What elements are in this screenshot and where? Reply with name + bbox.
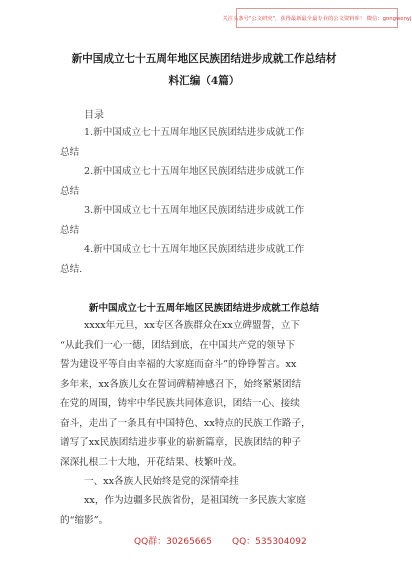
section-title: 新中国成立七十五周年地区民族团结进步成就工作总结: [88, 303, 320, 314]
paragraph-line: 深深扎根二十大地，开花结果、枝繁叶茂。: [60, 456, 243, 468]
toc-item-line: 总结: [60, 224, 80, 236]
title-line: 料汇编（4篇）: [168, 75, 240, 87]
toc-item-2[interactable]: [60, 162, 360, 201]
paragraph-line: 多年来，xx各族儿女在誓词碑精神感召下，始终紧紧团结: [60, 378, 302, 390]
paragraph-line: 一、xx各族人民始终是党的深情牵挂: [84, 476, 239, 487]
banner-text: 关注头条号"公文研究"，获得最新最全最专业的公文资料库！ 微信：gongwenyj: [222, 16, 412, 22]
toc-item-line: 4.新中国成立七十五周年地区民族团结进步成就工作: [84, 244, 305, 255]
footer-qq: QQ：535304092: [231, 537, 307, 547]
document-title: [40, 48, 368, 92]
toc-item-line: 总结: [60, 185, 80, 197]
toc-item-3[interactable]: [60, 201, 360, 240]
paragraph-line: 誓为建设平等自由幸福的大家庭而奋斗”的铮铮誓言。xx: [60, 359, 297, 370]
top-banner: [222, 8, 412, 28]
toc-item-line: 总结.: [60, 263, 83, 275]
toc-item-1[interactable]: [60, 123, 360, 162]
title-line: 新中国成立七十五周年地区民族团结进步成就工作总结材: [71, 53, 337, 65]
body-paragraph-1: [60, 316, 360, 472]
paragraph-line: 的“缩影”。: [60, 514, 109, 526]
paragraph-line: 在党的周围，铸牢中华民族共同体意识，团结一心、接续: [60, 398, 300, 409]
toc-item-line: 总结: [60, 146, 80, 158]
toc-item-4[interactable]: [60, 240, 360, 279]
toc-item-line: 2.新中国成立七十五周年地区民族团结进步成就工作: [84, 166, 305, 177]
paragraph-line: xxxx年元旦，xx专区各族群众在xx立碑盟誓，立下: [84, 320, 300, 331]
paragraph-line: 谱写了xx民族团结进步事业的崭新篇章，民族团结的种子: [60, 437, 302, 448]
paragraph-line: “从此我们一心一德，团结到底，在中国共产党的领导下: [60, 339, 296, 351]
footer-contact: [134, 534, 307, 547]
paragraph-line: 奋斗，走出了一条具有中国特色、xx特点的民族工作路子，: [60, 417, 311, 429]
toc-item-line: 3.新中国成立七十五周年地区民族团结进步成就工作: [84, 205, 305, 216]
subheading-paragraph: [60, 472, 360, 492]
paragraph-line: xx，作为边疆多民族省份，是祖国统一多民族大家庭: [84, 495, 306, 506]
footer-qq-group: QQ群：30265665: [134, 537, 212, 547]
toc-item-line: 1.新中国成立七十五周年地区民族团结进步成就工作: [84, 127, 305, 138]
toc-heading: 目录: [84, 110, 104, 121]
body-paragraph-2: [60, 491, 360, 530]
